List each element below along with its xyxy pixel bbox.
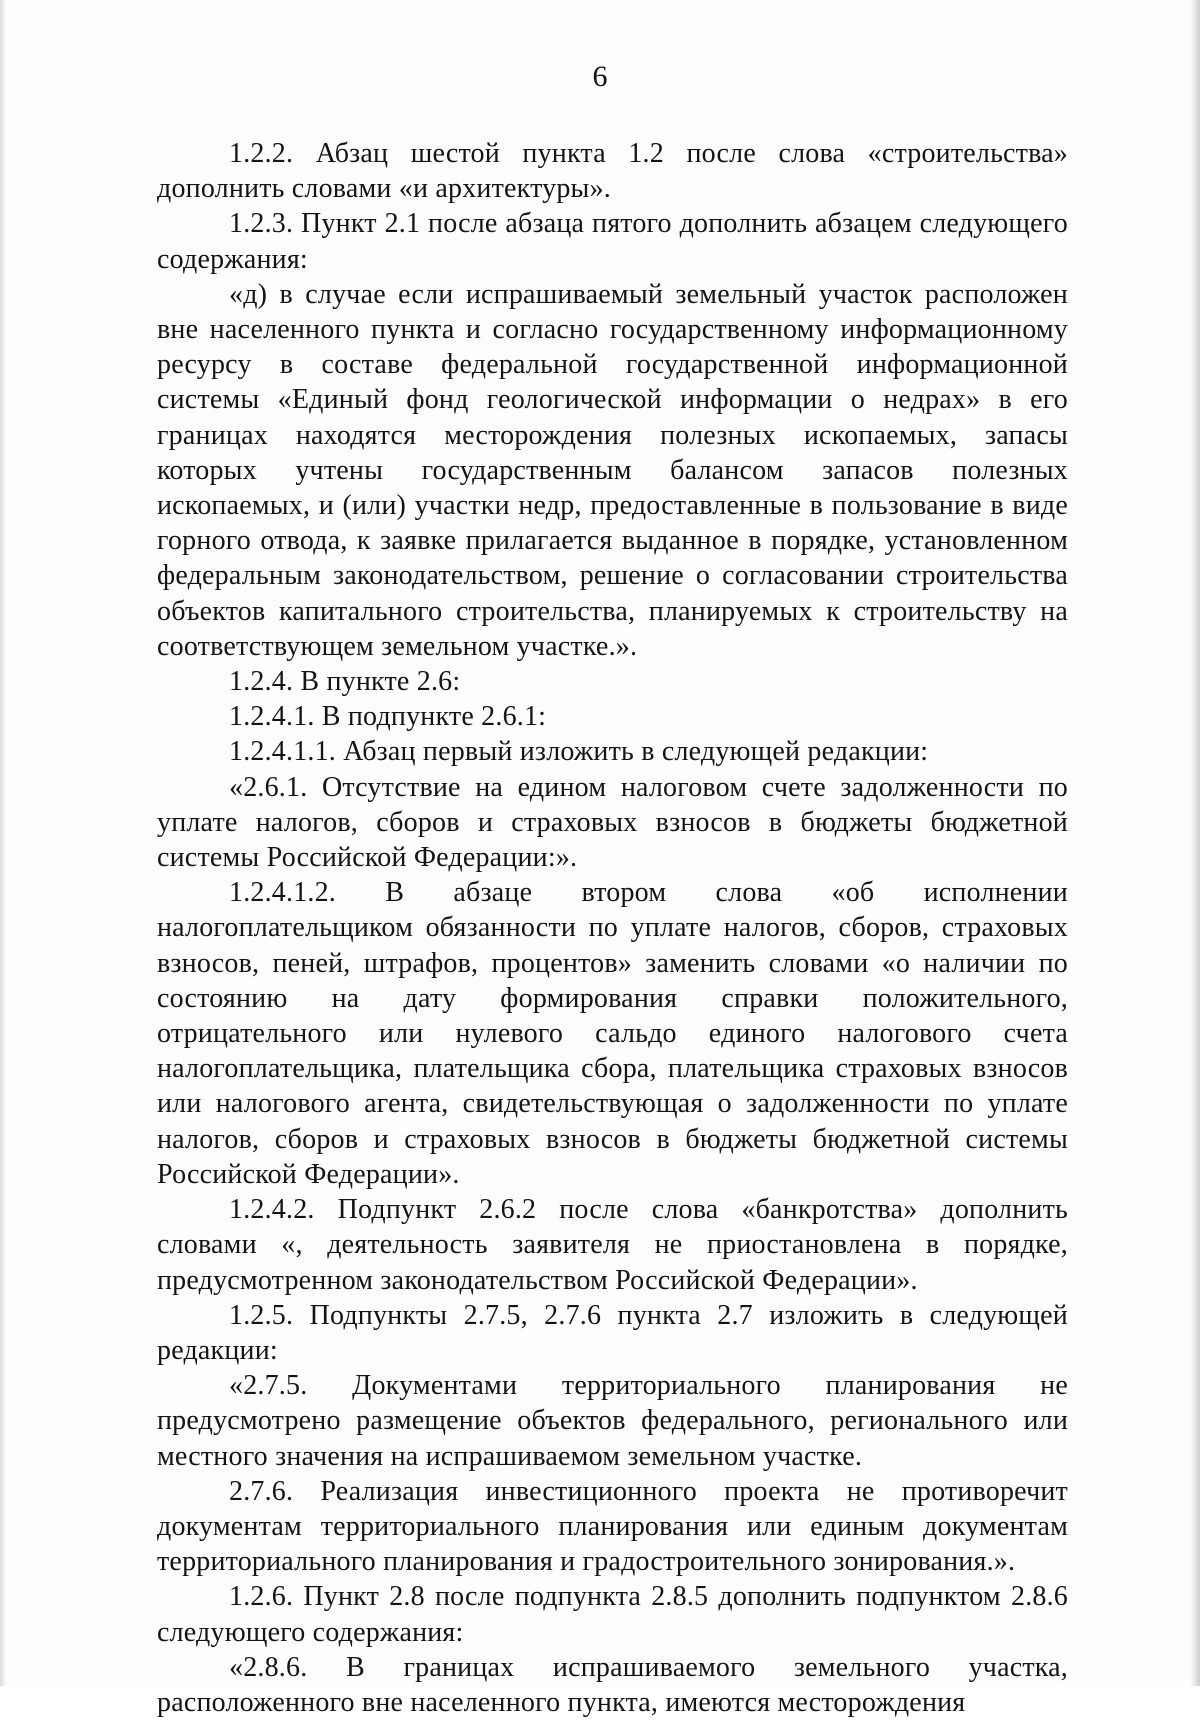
paragraph-1-2-6: 1.2.6. Пункт 2.8 после подпункта 2.8.5 дополнить подпунктом 2.8.6 следующего содержания: — [157, 1581, 1068, 1648]
paragraph-quote-d: «д) в случае если испрашиваемый земельный участок расположен вне населенного пункта и согласно государственному информационному ресурсу в составе федеральной государственной информационной системы «Единый фонд геологической информации о недрах» в его границах находятся месторождения полезных ископаемых, запасы которых учтены государственным балансом запасов полезных ископаемых, и (или) участки недр, предоставленные в пользование в виде горного отвода, к заявке прилагается выданное в порядке, установленном федеральным законодательством, решение о согласовании строительства объектов капитального строительства, планируемых к строительству на соответствующем земельном участке.». — [157, 278, 1068, 662]
paragraph-quote-2-6-1: «2.6.1. Отсутствие на едином налоговом счете задолженности по уплате налогов, сборов и страховых взносов в бюджеты бюджетной системы Российской Федерации:». — [157, 771, 1068, 874]
page-number: 6 — [592, 60, 608, 93]
paragraph-1-2-5: 1.2.5. Подпункты 2.7.5, 2.7.6 пункта 2.7 изложить в следующей редакции: — [157, 1299, 1068, 1366]
paragraph-1-2-4-1: 1.2.4.1. В подпункте 2.6.1: — [229, 701, 547, 733]
paragraph-1-2-3: 1.2.3. Пункт 2.1 после абзаца пятого дополнить абзацем следующего содержания: — [157, 208, 1068, 275]
paragraph-1-2-4: 1.2.4. В пункте 2.6: — [229, 666, 461, 698]
document-body — [157, 136, 1068, 1720]
scan-edge-left — [0, 0, 6, 1686]
paragraph-1-2-4-1-1: 1.2.4.1.1. Абзац первый изложить в следующей редакции: — [229, 736, 929, 768]
paragraph-2-7-6: 2.7.6. Реализация инвестиционного проекта не противоречит документам территориального планирования или единым документам территориального планирования и градостроительного зонирования.». — [157, 1475, 1068, 1578]
paragraph-1-2-2: 1.2.2. Абзац шестой пункта 1.2 после слова «строительства» дополнить словами «и архитектуры». — [157, 138, 1068, 205]
paragraph-1-2-4-1-2: 1.2.4.1.2. В абзаце втором слова «об исполнении налогоплательщиком обязанности по уплате налогов, сборов, страховых взносов, пеней, штрафов, процентов» заменить словами «о наличии по состоянию на дату формирования справки положительного, отрицательного или нулевого сальдо единого налогового счета налогоплательщика, плательщика сбора, плательщика страховых взносов или налогового агента, свидетельствующая о задолженности по уплате налогов, сборов и страховых взносов в бюджеты бюджетной системы Российской Федерации». — [157, 877, 1068, 1190]
paragraph-quote-2-7-5: «2.7.5. Документами территориального планирования не предусмотрено размещение объектов федерального, регионального или местного значения на испрашиваемом земельном участке. — [157, 1370, 1068, 1472]
scan-edge-right — [1190, 0, 1200, 1686]
paragraph-1-2-4-2: 1.2.4.2. Подпункт 2.6.2 после слова «банкротства» дополнить словами «, деятельность заявителя не приостановлена в порядке, предусмотренном законодательством Российской Федерации». — [157, 1194, 1068, 1296]
paragraph-quote-2-8-6: «2.8.6. В границах испрашиваемого земельного участка, расположенного вне населенного пункта, имеются месторождения — [157, 1651, 1068, 1718]
